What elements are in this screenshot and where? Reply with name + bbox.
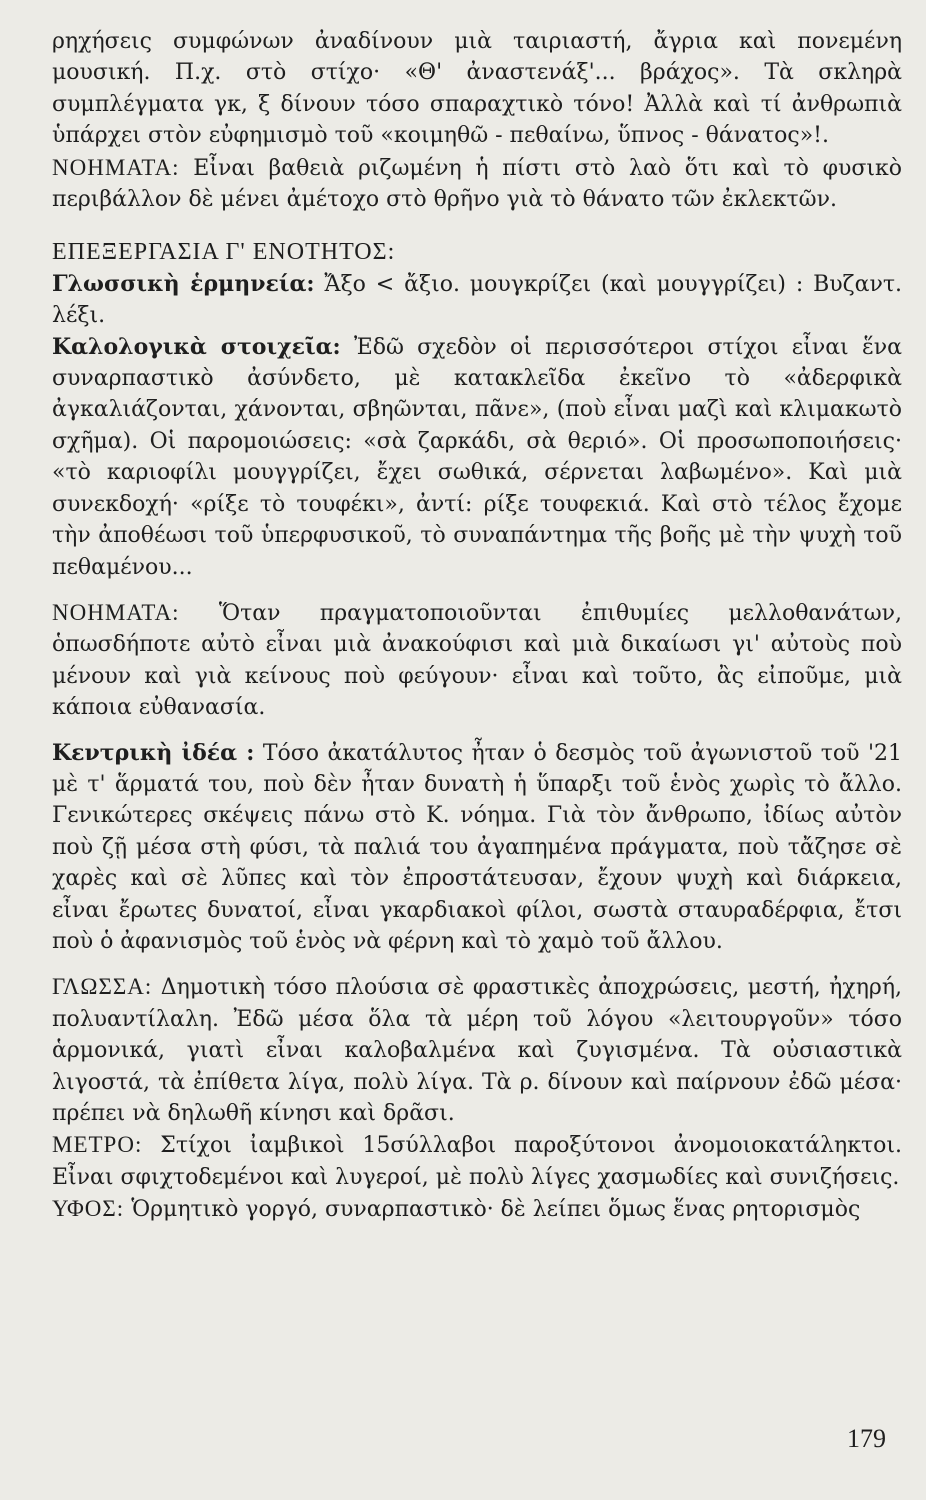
intro-paragraph bbox=[52, 26, 902, 152]
noimata-paragraph-1 bbox=[52, 152, 902, 216]
kentriki-text: Τόσο ἀκατάλυτος ἦταν ὁ δεσμὸς τοῦ ἀγωνιστοῦ τοῦ '21 μὲ τ' ἅρματά του, ποὺ δὲν ἦταν δυνατὴ ἡ ὕπαρξι τοῦ ἑνὸς χωρὶς τὸ ἄλλο. Γενικώτερες σκέψεις πάνω στὸ Κ. νόημα. Γιὰ τὸν ἄνθρωπο, ἰδίως αὐτὸν ποὺ ζῇ μέσα στὴ φύσι, τὰ παλιά του ἀγαπημένα πράγματα, ποὺ τἄζησε σὲ χαρὲς καὶ σὲ λῦπες καὶ τὸν ἐπροστάτευσαν, ἔχουν ψυχὴ καὶ διάρκεια, εἶναι ἔρωτες δυνατοί, εἶναι γκαρδιακοὶ φίλοι, σωστὰ σταυραδέρφια, ἔτσι ποὺ ὁ ἀφανισμὸς τοῦ ἑνὸς νὰ φέρνη καὶ τὸ χαμὸ τοῦ ἄλλου. bbox=[52, 740, 902, 954]
kentriki-paragraph bbox=[52, 738, 902, 958]
metro-text: Στίχοι ἰαμβικοὶ 15σύλλαβοι παροξύτονοι ἀνομοιοκατάληκτοι. Εἶναι σφιχτοδεμένοι καὶ λυγεροί, μὲ πολὺ λίγες χασμωδίες καὶ συνιζήσεις. bbox=[52, 1133, 902, 1190]
yfos-text: Ὁρμητικὸ γοργό, συναρπαστικὸ· δὲ λείπει ὅμως ἕνας ρητορισμὸς bbox=[131, 1197, 861, 1223]
kalologika-text: Ἐδῶ σχεδὸν οἱ περισσότεροι στίχοι εἶναι ἕνα συναρπαστικὸ ἀσύνδετο, μὲ κατακλεῖδα ἐκεῖνο τὸ «ἀδερφικὰ ἀγκαλιάζονται, χάνονται, σβηῶνται, πᾶνε», (ποὺ εἶναι μαζὶ καὶ κλιμακωτὸ σχῆμα). Οἱ παρομοιώσεις: «σὰ ζαρκάδι, σὰ θεριό». Οἱ προσωποποιήσεις· «τὸ καριοφίλι μουγγρίζει, ἔχει σωθικά, σέρνεται λαβωμένο». Καὶ μιὰ συνεκδοχή· «ρίξε τὸ τουφέκι», ἀντί: ρίξε τουφεκιά. Καὶ στὸ τέλος ἔχομε τὴν ἀποθέωσι τοῦ ὑπερφυσικοῦ, τὸ συναπάντημα τῆς βοῆς μὲ τὴν ψυχὴ τοῦ πεθαμένου... bbox=[52, 334, 902, 580]
glossiki-paragraph bbox=[52, 269, 902, 332]
intro-text: ρηχήσεις συμφώνων ἀναδίνουν μιὰ ταιριαστή, ἄγρια καὶ πονεμένη μουσική. Π.χ. στὸ στίχο· «Θ' ἀναστενάξ'... βράχος». Τὰ σκληρὰ συμπλέγματα γκ, ξ δίνουν τόσο σπαραχτικὸ τόνο! Ἀλλὰ καὶ τί ἀνθρωπιὰ ὑπάρχει στὸν εὐφημισμὸ τοῦ «κοιμηθῶ - πεθαίνω, ὕπνος - θάνατος»!. bbox=[52, 29, 902, 149]
page-number: 179 bbox=[847, 1424, 886, 1453]
kentriki-label: Κεντρικὴ ἰδέα : bbox=[52, 739, 255, 766]
kalologika-label: Καλολογικὰ στοιχεῖα: bbox=[52, 333, 341, 360]
section-heading: ΕΠΕΞΕΡΓΑΣΙΑ Γ' ΕΝΟΤΗΤΟΣ: bbox=[52, 239, 396, 266]
noimata-paragraph-2 bbox=[52, 597, 902, 724]
noimata-label: ΝΟΗΜΑΤΑ: bbox=[52, 154, 180, 180]
noimata-label-2: ΝΟΗΜΑΤΑ: bbox=[52, 599, 180, 625]
metro-label: ΜΕΤΡΟ: bbox=[52, 1132, 143, 1158]
metro-paragraph bbox=[52, 1129, 902, 1193]
noimata-text-2: Ὅταν πραγματοποιοῦνται ἐπιθυμίες μελλοθανάτων, ὁπωσδήποτε αὐτὸ εἶναι μιὰ ἀνακούφισι καὶ μιὰ δικαίωσι γι' αὐτοὺς ποὺ μένουν καὶ γιὰ κείνους ποὺ φεύγουν· εἶναι καὶ τοῦτο, ἂς εἰποῦμε, μιὰ κάποια εὐθανασία. bbox=[52, 600, 902, 721]
glossa-label: ΓΛΩΣΣΑ: bbox=[52, 974, 153, 1000]
glossa-text: Δημοτικὴ τόσο πλούσια σὲ φραστικὲς ἀποχρώσεις, μεστή, ἠχηρή, πολυαντίλαλη. Ἐδῶ μέσα ὅλα τὰ μέρη τοῦ λόγου «λειτουργοῦν» τόσο ἁρμονικά, γιατὶ εἶναι καλοβαλμένα καὶ ζυγισμένα. Τὰ οὐσιαστικὰ λιγοστά, τὰ ἐπίθετα λίγα, πολὺ λίγα. Τὰ ρ. δίνουν καὶ παίρνουν ἐδῶ μέσα· πρέπει νὰ δηλωθῆ κίνησι καὶ δρᾶσι. bbox=[52, 975, 902, 1126]
glossiki-label: Γλωσσικὴ ἑρμηνεία: bbox=[52, 270, 315, 297]
page-text bbox=[52, 26, 902, 1226]
glossiki-text: Ἄξο < ἄξιο. μουγκρίζει (καὶ μουγγρίζει) : Βυζαντ. λέξι. bbox=[52, 271, 902, 329]
glossa-paragraph bbox=[52, 971, 902, 1129]
yfos-label: ΥΦΟΣ: bbox=[52, 1196, 125, 1222]
kalologika-paragraph bbox=[52, 332, 902, 583]
yfos-paragraph bbox=[52, 1193, 902, 1225]
noimata-text: Εἶναι βαθειὰ ριζωμένη ἡ πίστι στὸ λαὸ ὅτι καὶ τὸ φυσικὸ περιβάλλον δὲ μένει ἀμέτοχο στὸ θρῆνο γιὰ τὸ θάνατο τῶν ἐκλεκτῶν. bbox=[52, 155, 902, 213]
